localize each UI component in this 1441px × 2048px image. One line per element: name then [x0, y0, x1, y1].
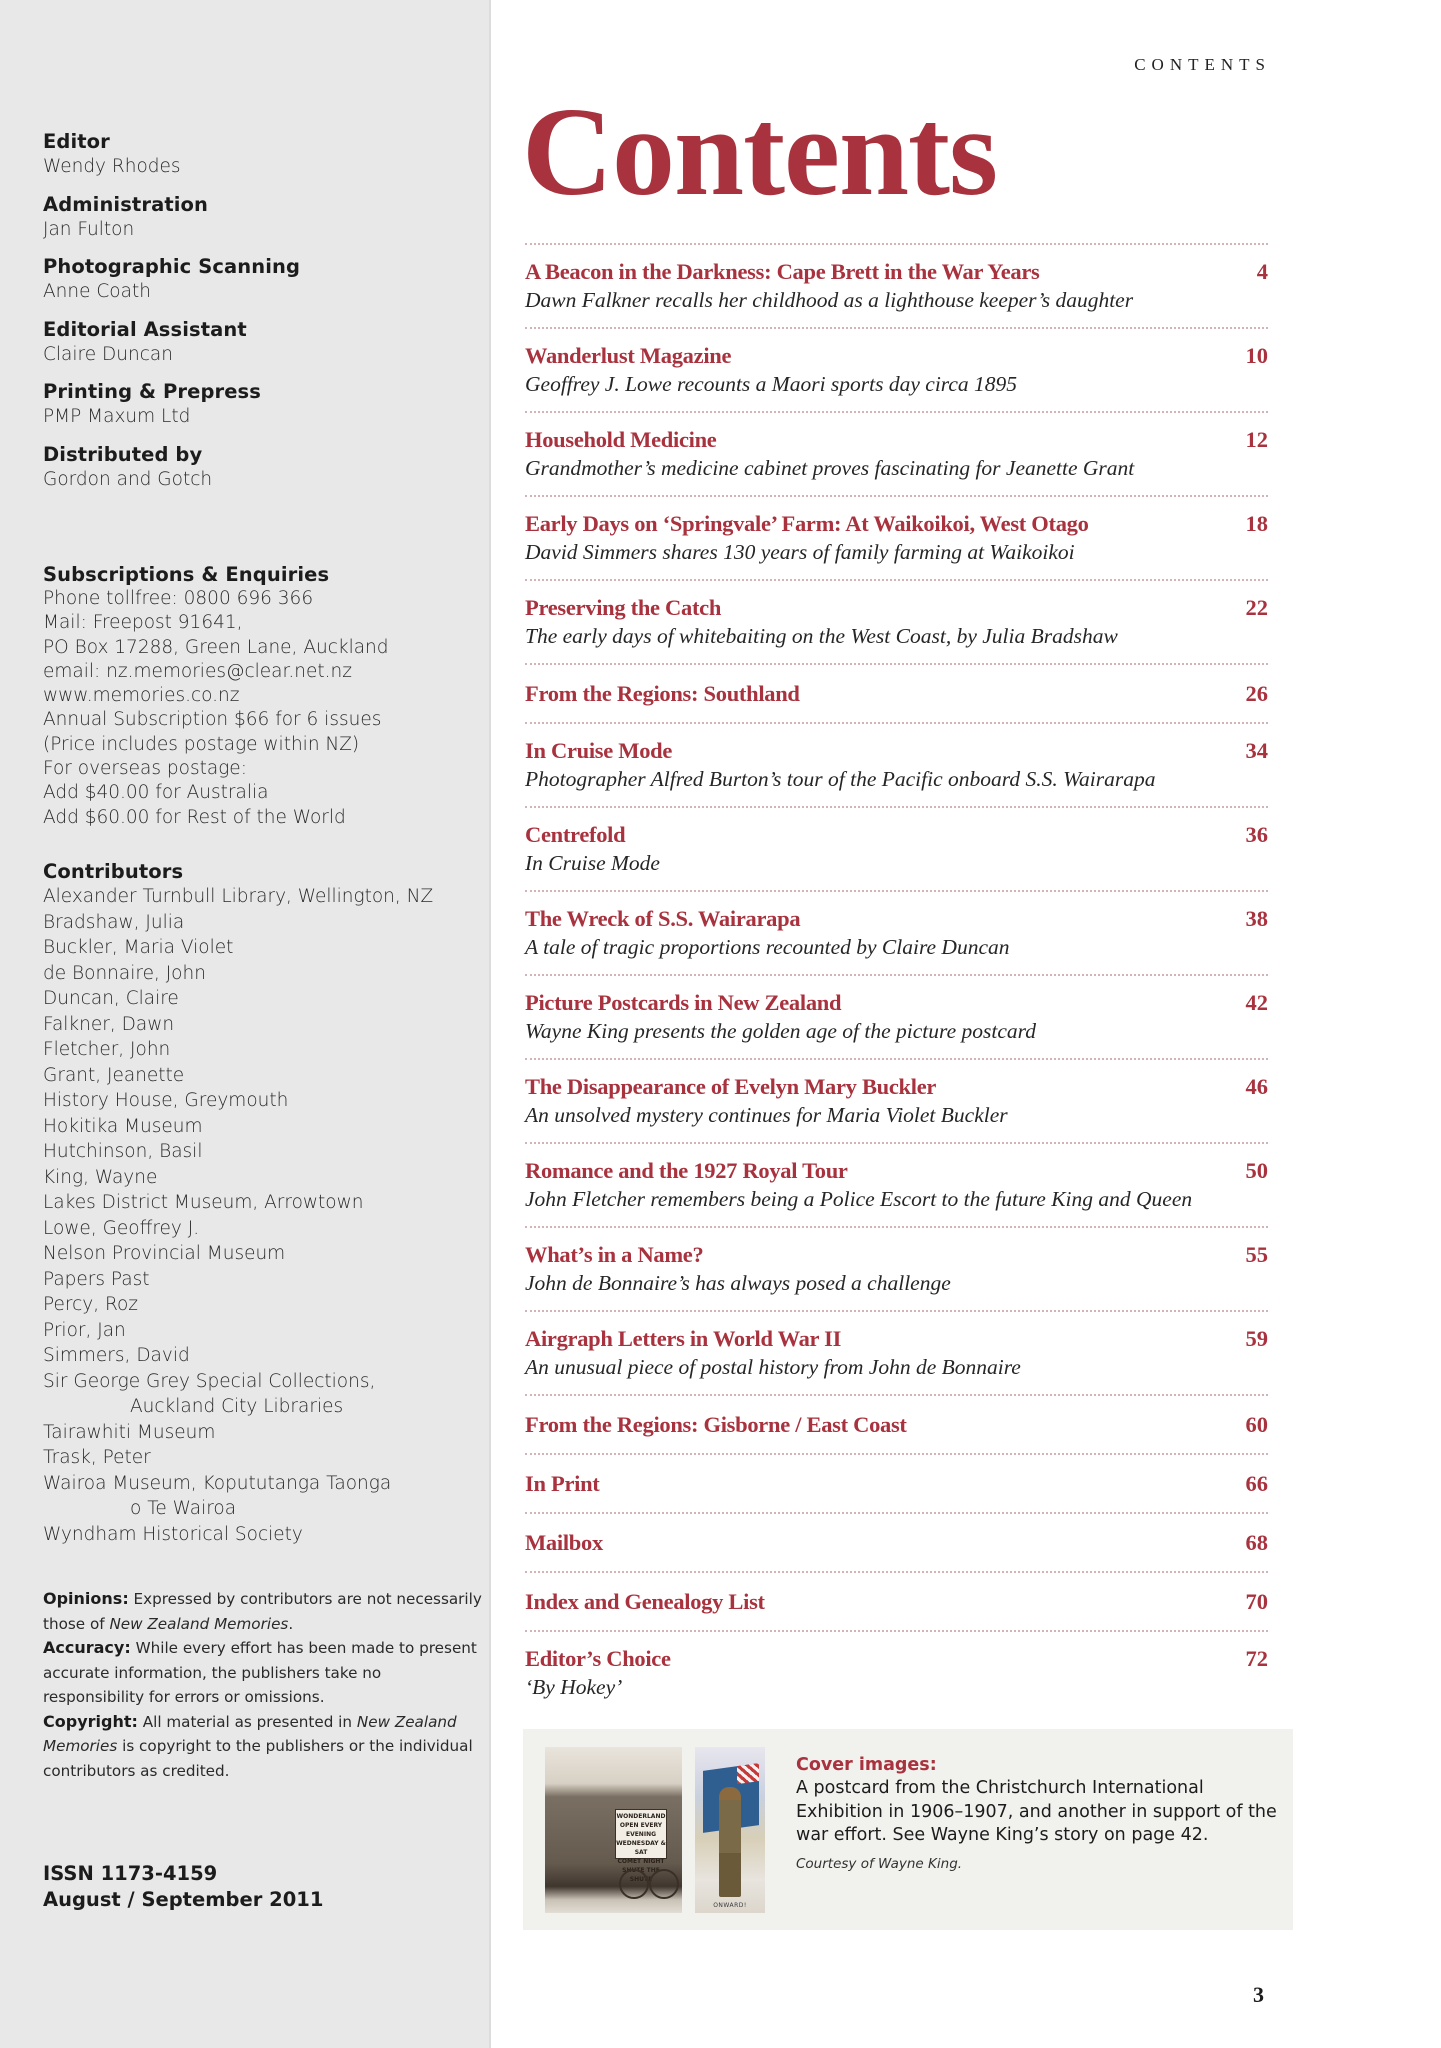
- toc-entry-page: 59: [1245, 1326, 1268, 1351]
- staff-name: Gordon and Gotch: [43, 468, 213, 490]
- toc-entry[interactable]: [525, 892, 1268, 974]
- cover-caption: [796, 1754, 1286, 1874]
- postcard-caption: ONWARD!: [713, 1902, 747, 1909]
- contributors-heading: Contributors: [43, 860, 184, 883]
- toc-entry-subtitle: Wayne King presents the golden age of the picture postcard: [525, 1019, 1036, 1043]
- toc-entry[interactable]: [525, 1573, 1268, 1630]
- toc-entry-page: 55: [1245, 1242, 1268, 1267]
- staff-name: Claire Duncan: [43, 343, 173, 365]
- staff-entry: [43, 443, 483, 493]
- subscription-australia: Add $40.00 for Australia: [43, 782, 269, 804]
- toc-entry-page: 36: [1245, 822, 1268, 847]
- issn-number: ISSN 1173-4159: [43, 1862, 218, 1885]
- toc-entry[interactable]: [525, 413, 1268, 495]
- staff-entry: [43, 380, 483, 430]
- toc-entry-page: 18: [1245, 511, 1268, 536]
- toc-entry-page: 50: [1245, 1158, 1268, 1183]
- staff-role: Editor: [43, 130, 110, 153]
- page-number: 3: [1253, 1982, 1264, 2007]
- toc-entry-page: 42: [1245, 990, 1268, 1015]
- contributors-section: [43, 860, 483, 1547]
- toc-entry[interactable]: [525, 1396, 1268, 1453]
- cart-wheel-icon: [619, 1869, 649, 1899]
- toc-entry-title: A Beacon in the Darkness: Cape Brett in the War Years: [525, 259, 1040, 284]
- accuracy-text: While every effort has been made to present accurate information, the publishers take no responsibility for errors or omissions.: [43, 1639, 477, 1706]
- table-of-contents: [525, 243, 1268, 1714]
- toc-entry-title: In Print: [525, 1471, 600, 1496]
- masthead-sidebar: [0, 0, 491, 2048]
- toc-entry-subtitle: John de Bonnaire’s has always posed a challenge: [525, 1271, 951, 1295]
- soldier-figure: [719, 1787, 741, 1897]
- cover-credit: Courtesy of Wayne King.: [796, 1855, 963, 1872]
- staff-name: Anne Coath: [43, 281, 151, 302]
- toc-entry-page: 38: [1245, 906, 1268, 931]
- toc-entry-page: 68: [1245, 1530, 1268, 1555]
- cart-wheel-icon: [649, 1869, 679, 1899]
- opinions-text-end: .: [288, 1614, 294, 1633]
- toc-entry[interactable]: [525, 1228, 1268, 1310]
- toc-entry-title: From the Regions: Gisborne / East Coast: [525, 1412, 907, 1437]
- contributor-item: Trask, Peter: [43, 1447, 151, 1468]
- opinions-text: Expressed by contributors are not necessarily those of: [43, 1590, 482, 1633]
- toc-entry-subtitle: Geoffrey J. Lowe recounts a Maori sports day circa 1895: [525, 372, 1018, 396]
- issue-info: [43, 1861, 323, 1913]
- toc-entry-title: Editor’s Choice: [525, 1646, 671, 1671]
- accuracy-notice: [43, 1639, 477, 1706]
- toc-entry-title: Index and Genealogy List: [525, 1589, 765, 1614]
- toc-entry[interactable]: [525, 497, 1268, 579]
- copyright-text-end: is copyright to the publishers or the individual contributors as credited.: [43, 1737, 473, 1780]
- toc-entry[interactable]: [525, 245, 1268, 327]
- sign-line: WEDNESDAY & SAT: [616, 1840, 666, 1856]
- toc-entry-subtitle: David Simmers shares 130 years of family farming at Waikoikoi: [525, 540, 1075, 564]
- cover-images-box: [523, 1729, 1293, 1930]
- contributor-item: History House, Greymouth: [43, 1090, 289, 1111]
- page-title: Contents: [522, 83, 998, 222]
- toc-entry[interactable]: [525, 1514, 1268, 1571]
- staff-entry: [43, 318, 483, 368]
- copyright-label: Copyright:: [43, 1711, 138, 1731]
- contributor-item: Nelson Provincial Museum: [43, 1243, 286, 1264]
- running-head: CONTENTS: [1134, 55, 1271, 74]
- staff-entry: [43, 255, 483, 305]
- subscription-po-box: PO Box 17288, Green Lane, Auckland: [43, 636, 389, 658]
- subscription-rest-of-world: Add $60.00 for Rest of the World: [43, 806, 346, 828]
- toc-entry-title: From the Regions: Southland: [525, 681, 800, 706]
- sign-line: SHUTE THE SHUTE: [622, 1867, 660, 1883]
- toc-entry[interactable]: [525, 1455, 1268, 1512]
- toc-entry-subtitle: An unusual piece of postal history from John de Bonnaire: [525, 1355, 1021, 1379]
- issue-date: August / September 2011: [43, 1888, 324, 1911]
- toc-entry-title: Early Days on ‘Springvale’ Farm: At Waikoikoi, West Otago: [525, 511, 1089, 536]
- contributor-item-continued: o Te Wairoa: [130, 1498, 237, 1519]
- subscription-price: Annual Subscription $66 for 6 issues: [43, 709, 382, 731]
- subscription-website-link[interactable]: www.memories.co.nz: [43, 685, 240, 707]
- toc-entry[interactable]: [525, 976, 1268, 1058]
- toc-entry[interactable]: [525, 1312, 1268, 1394]
- staff-role: Printing & Prepress: [43, 380, 261, 403]
- toc-entry-subtitle: In Cruise Mode: [525, 851, 660, 875]
- toc-entry-page: 26: [1245, 681, 1268, 706]
- contributor-item: Lowe, Geoffrey J.: [43, 1217, 200, 1239]
- wonderland-sign: [615, 1809, 667, 1883]
- contributor-item: Percy, Roz: [43, 1294, 139, 1315]
- sign-line: WONDERLAND: [616, 1813, 666, 1820]
- contributor-item: Lakes District Museum, Arrowtown: [43, 1192, 364, 1213]
- staff-role: Photographic Scanning: [43, 255, 301, 278]
- contributor-item: Grant, Jeanette: [43, 1064, 185, 1086]
- toc-entry-title: What’s in a Name?: [525, 1242, 704, 1267]
- contributor-item-continued: Auckland City Libraries: [130, 1396, 344, 1417]
- toc-entry[interactable]: [525, 1060, 1268, 1142]
- toc-entry-page: 4: [1256, 259, 1268, 284]
- toc-entry-title: Household Medicine: [525, 427, 717, 452]
- subscription-price-note: (Price includes postage within NZ): [43, 733, 360, 755]
- toc-entry-subtitle: Grandmother’s medicine cabinet proves fascinating for Jeanette Grant: [525, 456, 1135, 480]
- toc-entry-title: Airgraph Letters in World War II: [525, 1326, 842, 1351]
- toc-entry-page: 22: [1245, 595, 1268, 620]
- copyright-notice: [43, 1713, 473, 1780]
- toc-entry-subtitle: Dawn Falkner recalls her childhood as a lighthouse keeper’s daughter: [525, 288, 1134, 312]
- contributor-item: Wairoa Museum, Kopututanga Taonga: [43, 1472, 392, 1494]
- toc-entry-title: Centrefold: [525, 822, 626, 847]
- subscription-phone: Phone tollfree: 0800 696 366: [43, 588, 314, 609]
- contributor-item: Falkner, Dawn: [43, 1013, 175, 1035]
- staff-role: Distributed by: [43, 442, 203, 466]
- subscription-email-link[interactable]: email: nz.memories@clear.net.nz: [43, 660, 352, 682]
- toc-entry-page: 46: [1245, 1074, 1268, 1099]
- toc-entry-title: Mailbox: [525, 1530, 603, 1555]
- toc-entry-subtitle: A tale of tragic proportions recounted by Claire Duncan: [525, 935, 1010, 959]
- contributor-item: Sir George Grey Special Collections,: [43, 1370, 376, 1392]
- opinions-label: Opinions:: [43, 1589, 129, 1608]
- subscriptions-section: [43, 563, 483, 830]
- contributor-item: Tairawhiti Museum: [43, 1421, 216, 1443]
- toc-entry[interactable]: [525, 1632, 1268, 1714]
- staff-list: [43, 130, 483, 505]
- toc-entry-subtitle: The early days of whitebaiting on the West Coast, by Julia Bradshaw: [525, 624, 1118, 648]
- toc-entry-title: Wanderlust Magazine: [525, 343, 732, 368]
- contributor-item: Duncan, Claire: [43, 988, 179, 1009]
- toc-entry-page: 34: [1245, 738, 1268, 763]
- staff-name: Wendy Rhodes: [43, 156, 181, 177]
- toc-entry-page: 70: [1245, 1589, 1268, 1614]
- toc-entry[interactable]: [525, 665, 1268, 722]
- subscriptions-heading: Subscriptions & Enquiries: [43, 563, 330, 586]
- sign-line: OPEN EVERY EVENING: [619, 1822, 663, 1838]
- sign-line: COMET NIGHT: [617, 1858, 665, 1865]
- staff-name: PMP Maxum Ltd: [43, 406, 191, 427]
- wonderland-postcard-image: [545, 1747, 682, 1913]
- onward-postcard-image: [695, 1747, 765, 1913]
- subscription-mail: Mail: Freepost 91641,: [43, 612, 243, 634]
- toc-entry-subtitle: An unsolved mystery continues for Maria Violet Buckler: [525, 1103, 1008, 1127]
- toc-entry-subtitle: ‘By Hokey’: [525, 1675, 623, 1699]
- toc-entry[interactable]: [525, 1144, 1268, 1226]
- toc-entry[interactable]: [525, 581, 1268, 663]
- toc-entry-page: 66: [1245, 1471, 1268, 1496]
- toc-entry[interactable]: [525, 329, 1268, 411]
- contributor-item: King, Wayne: [43, 1166, 158, 1188]
- contributor-item: Bradshaw, Julia: [43, 911, 185, 933]
- copyright-text: All material as presented in: [137, 1712, 357, 1731]
- contributor-item: Fletcher, John: [43, 1039, 171, 1060]
- accuracy-label: Accuracy:: [43, 1638, 131, 1657]
- opinions-notice: [43, 1590, 482, 1633]
- staff-name: Jan Fulton: [43, 218, 135, 240]
- cover-heading: Cover images:: [796, 1755, 937, 1775]
- toc-entry-page: 72: [1245, 1646, 1268, 1671]
- cover-description: A postcard from the Christchurch International Exhibition in 1906–1907, and another in support of the war effort. See Wayne King’s story on page 42.: [796, 1778, 1277, 1845]
- contributor-item: Papers Past: [43, 1268, 150, 1290]
- toc-entry-subtitle: John Fletcher remembers being a Police Escort to the future King and Queen: [525, 1187, 1193, 1211]
- toc-entry-page: 60: [1245, 1412, 1268, 1437]
- staff-role: Administration: [43, 192, 209, 216]
- contributor-item: de Bonnaire, John: [43, 962, 206, 984]
- toc-entry-title: Preserving the Catch: [525, 595, 722, 620]
- contributor-item: Hokitika Museum: [43, 1115, 203, 1137]
- contributor-item: Wyndham Historical Society: [43, 1523, 303, 1545]
- toc-entry-title: In Cruise Mode: [525, 738, 673, 763]
- staff-role: Editorial Assistant: [43, 317, 247, 341]
- toc-entry-page: 12: [1245, 427, 1268, 452]
- contributor-item: Alexander Turnbull Library, Wellington, NZ: [43, 886, 434, 907]
- toc-entry[interactable]: [525, 808, 1268, 890]
- toc-entry-page: 10: [1245, 343, 1268, 368]
- toc-entry-title: The Wreck of S.S. Wairarapa: [525, 906, 801, 931]
- toc-entry-title: The Disappearance of Evelyn Mary Buckler: [525, 1074, 937, 1099]
- legal-notice: [43, 1587, 483, 1783]
- contributor-item: Simmers, David: [43, 1345, 190, 1366]
- toc-entry-subtitle: Photographer Alfred Burton’s tour of the Pacific onboard S.S. Wairarapa: [525, 767, 1156, 791]
- contributors-list: [43, 884, 483, 1547]
- publication-name: New Zealand Memories: [109, 1614, 289, 1633]
- toc-entry-title: Romance and the 1927 Royal Tour: [525, 1158, 848, 1183]
- staff-entry: [43, 130, 483, 180]
- toc-entry[interactable]: [525, 724, 1268, 806]
- contributor-item: Hutchinson, Basil: [43, 1141, 203, 1162]
- contributor-item: Buckler, Maria Violet: [43, 937, 234, 958]
- staff-entry: [43, 193, 483, 243]
- publication-name: New Zealand Memories: [43, 1712, 457, 1755]
- contributor-item: Prior, Jan: [43, 1319, 126, 1341]
- toc-entry-title: Picture Postcards in New Zealand: [525, 990, 842, 1015]
- subscription-overseas-label: For overseas postage:: [43, 758, 247, 780]
